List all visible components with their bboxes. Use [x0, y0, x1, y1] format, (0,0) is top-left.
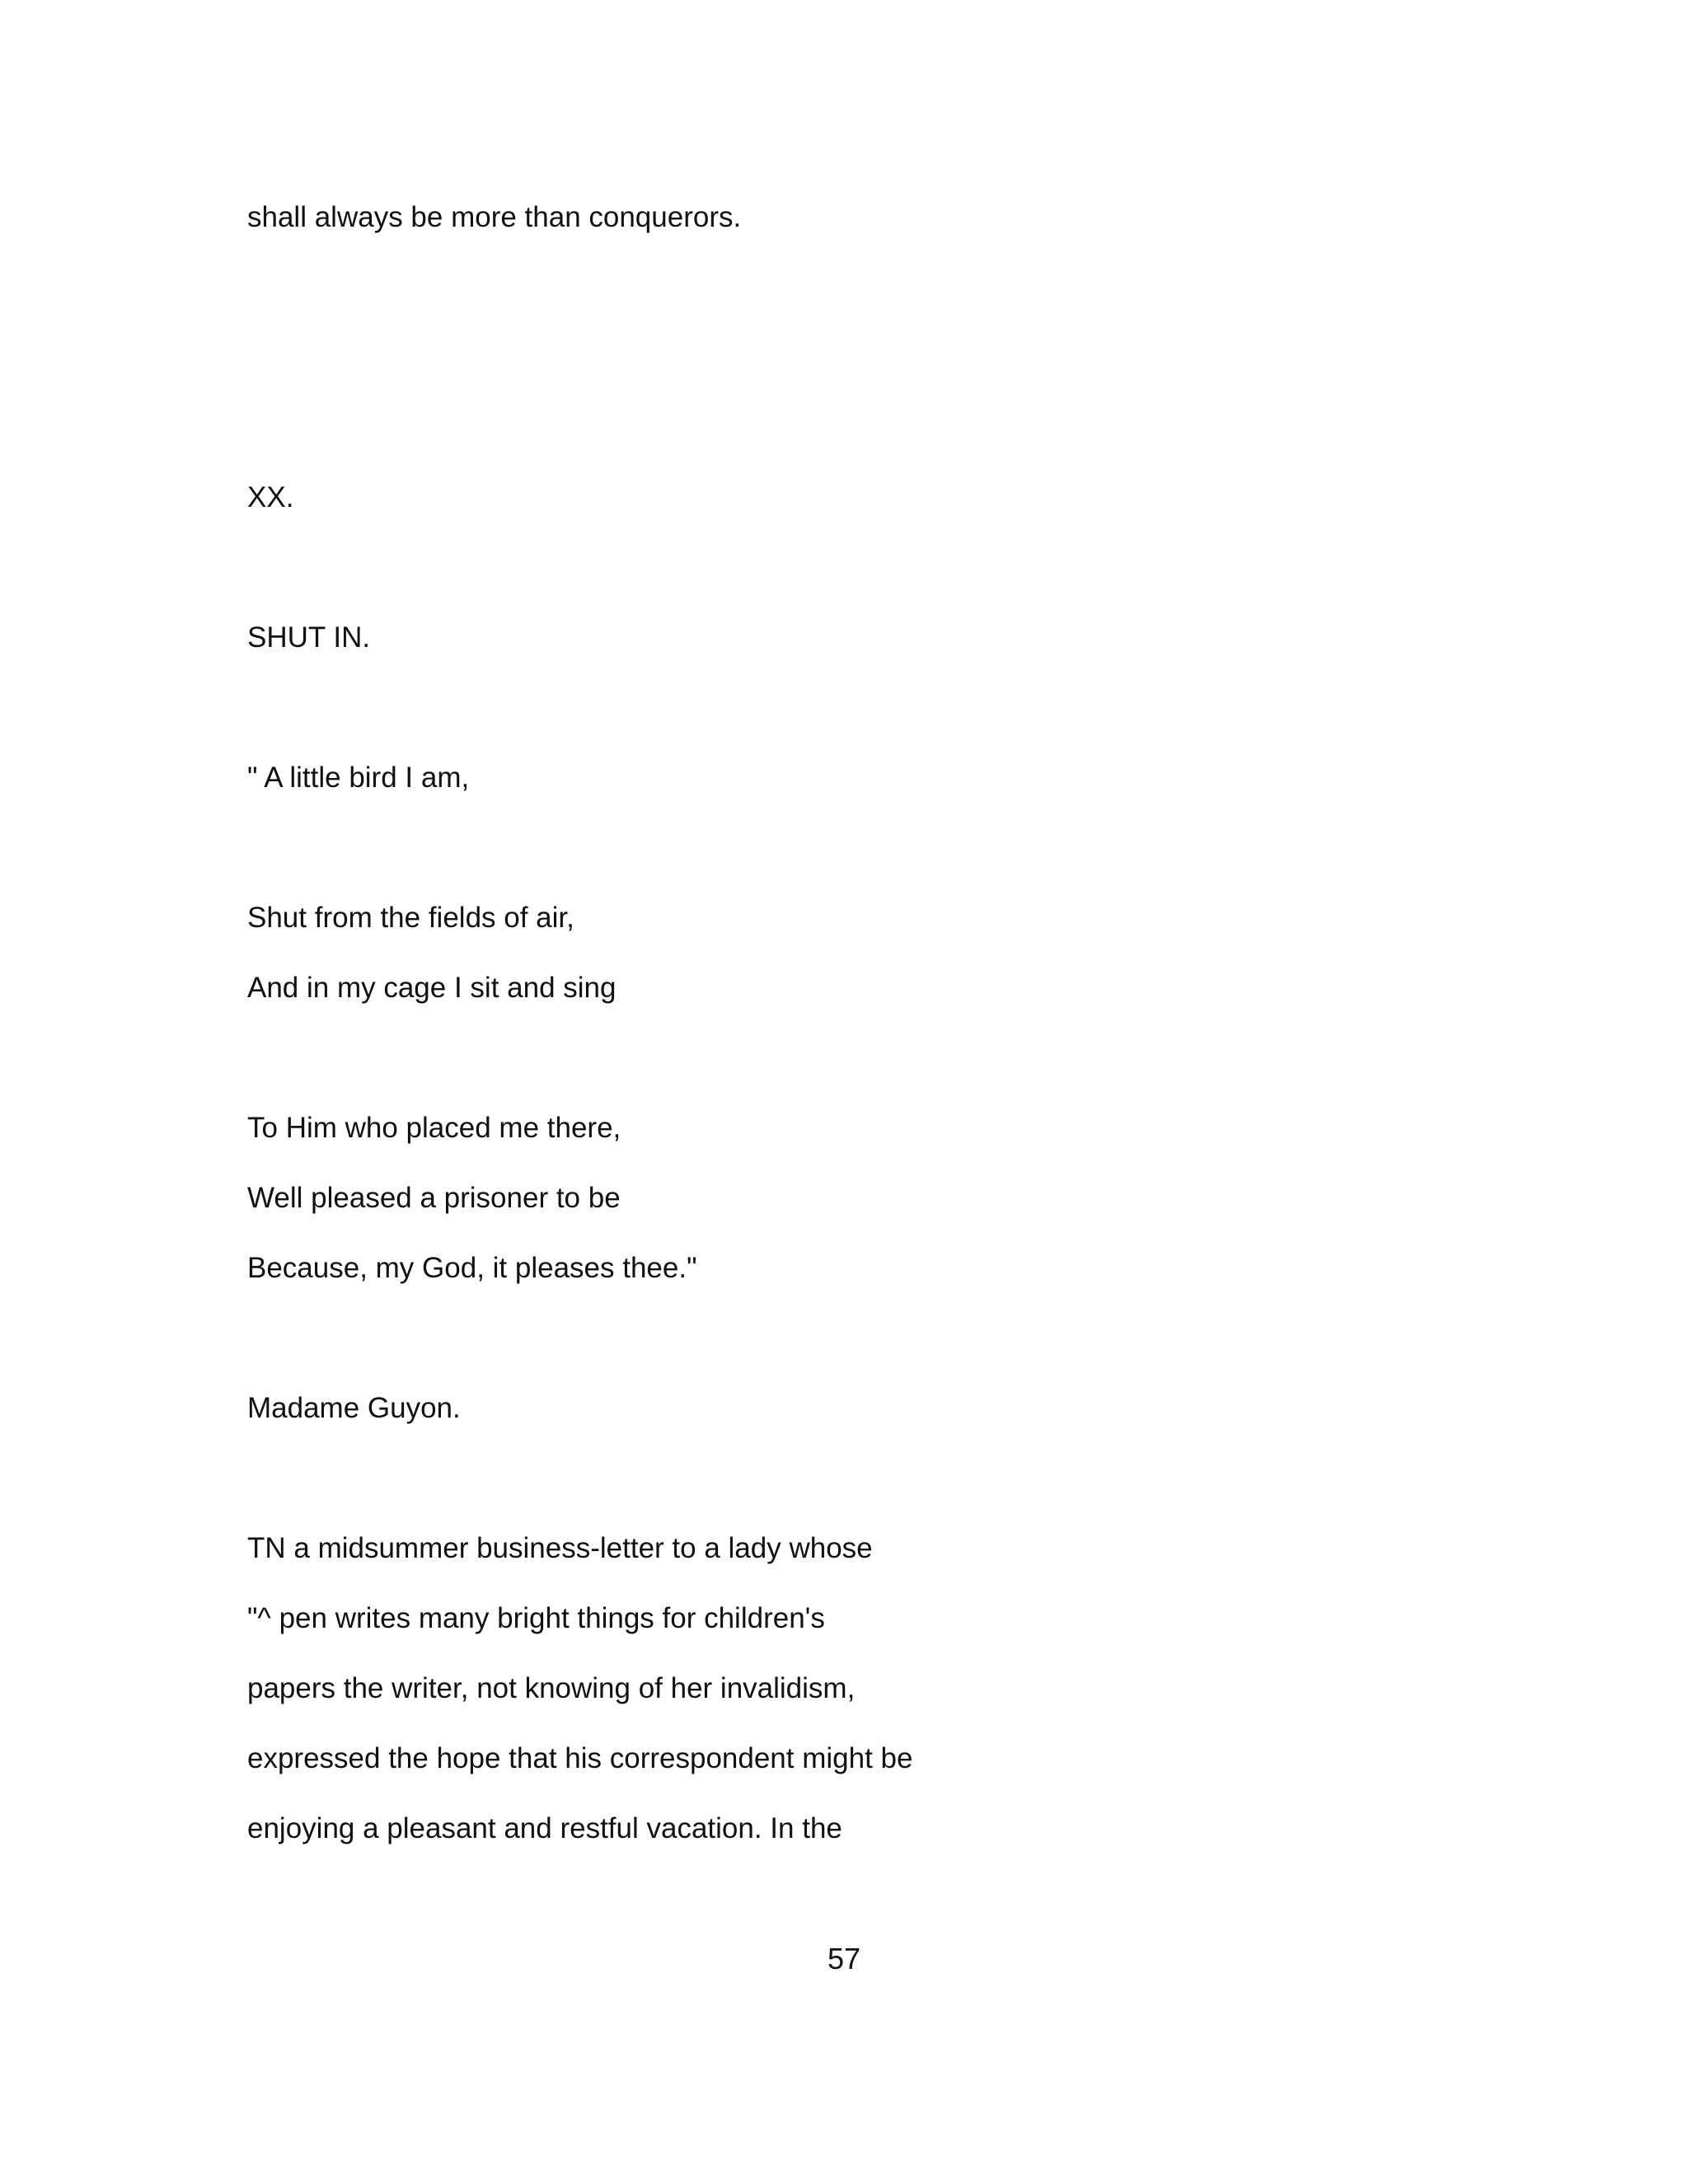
page-number: 57: [827, 1942, 861, 1975]
paragraph-line-4: expressed the hope that his correspondent might be: [247, 1742, 913, 1774]
poem-line-3: And in my cage I sit and sing: [247, 972, 617, 1004]
poem-attribution: Madame Guyon.: [247, 1392, 461, 1424]
chapter-title: SHUT IN.: [247, 621, 371, 654]
poem-line-1: " A little bird I am,: [247, 762, 470, 794]
poem-line-2: Shut from the fields of air,: [247, 902, 574, 934]
poem-line-4: To Him who placed me there,: [247, 1112, 621, 1144]
paragraph-line-1: TN a midsummer business-letter to a lady whose: [247, 1532, 873, 1564]
poem-line-6: Because, my God, it pleases thee.": [247, 1252, 697, 1284]
paragraph-line-5: enjoying a pleasant and restful vacation. In the: [247, 1812, 842, 1844]
chapter-number: XX.: [247, 481, 294, 513]
text-line-continuation: shall always be more than conquerors.: [247, 201, 742, 233]
paragraph-line-3: papers the writer, not knowing of her invalidism,: [247, 1672, 856, 1704]
poem-line-5: Well pleased a prisoner to be: [247, 1182, 621, 1214]
paragraph-line-2: "^ pen writes many bright things for children's: [247, 1602, 825, 1634]
